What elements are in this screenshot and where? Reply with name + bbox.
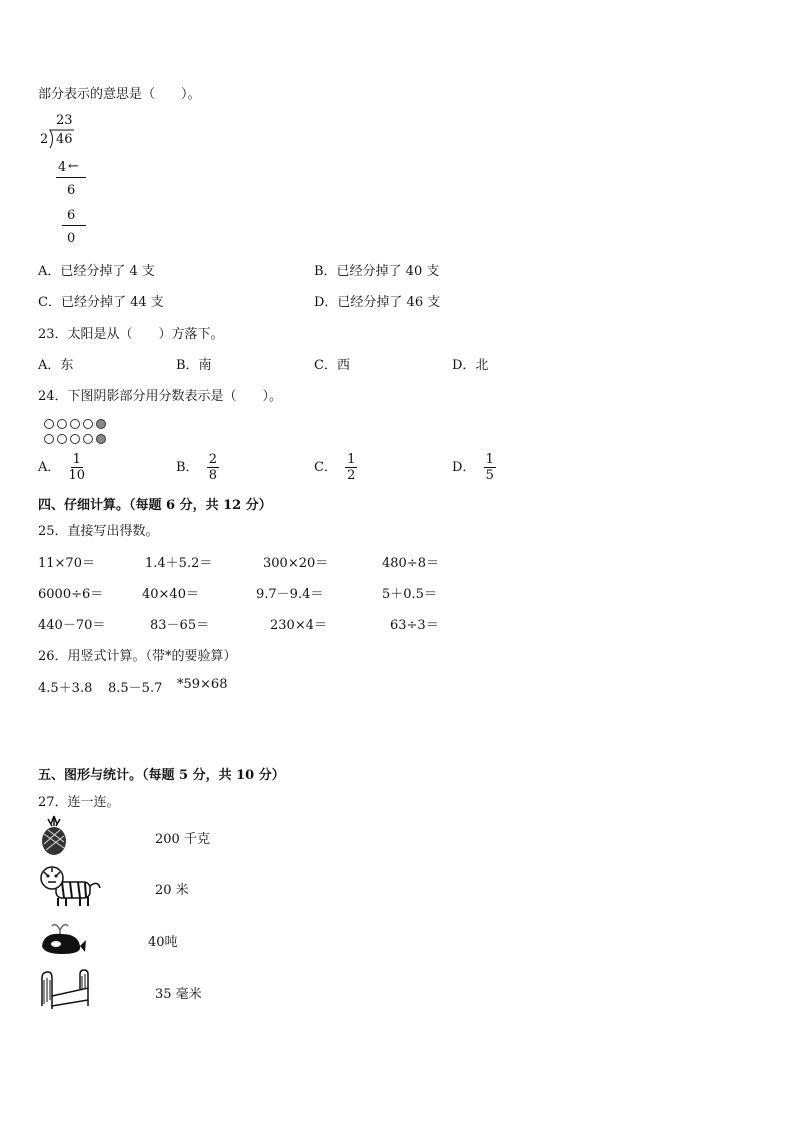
- option-letter: D．: [452, 460, 476, 475]
- calc-item: 11×70＝: [38, 556, 95, 571]
- fraction: [484, 452, 496, 483]
- q25-stem: 25．直接写出得数。: [38, 524, 159, 539]
- circle: [57, 419, 67, 429]
- calc-item: 300×20＝: [263, 556, 329, 571]
- division-line: [56, 177, 86, 178]
- numerator: 2: [208, 452, 217, 467]
- circle-row: [44, 433, 109, 448]
- q23-option-b[interactable]: B．南: [176, 358, 212, 373]
- q27-stem: 27．连一连。: [38, 795, 120, 810]
- numerator: 1: [485, 452, 494, 467]
- pineapple-icon: [38, 814, 70, 856]
- circle: [70, 419, 80, 429]
- circle-row: [44, 418, 109, 433]
- calc-item: 440－70＝: [38, 618, 106, 633]
- q24-option-c[interactable]: [314, 452, 357, 483]
- calc-item: 230×4＝: [270, 618, 327, 633]
- match-label[interactable]: 35 毫米: [155, 987, 202, 1002]
- division-quotient: 23: [56, 113, 73, 128]
- calc-item: 63÷3＝: [390, 618, 439, 633]
- vertical-calc-item: 4.5＋3.8: [38, 681, 93, 696]
- denominator: 2: [347, 468, 356, 483]
- denominator: 5: [485, 468, 494, 483]
- division-divisor: 2: [40, 132, 49, 147]
- q22-stem: 部分表示的意思是（ ）。: [38, 87, 201, 102]
- shaded-circle: [96, 434, 106, 444]
- vertical-calc-item: 8.5－5.7: [108, 681, 163, 696]
- calc-item: 1.4＋5.2＝: [145, 556, 213, 571]
- q24-option-d[interactable]: [452, 452, 496, 483]
- q22-option-a[interactable]: A．已经分掉了 4 支: [38, 264, 155, 279]
- option-letter: B．: [176, 460, 199, 475]
- q24-option-b[interactable]: [176, 452, 219, 483]
- q23-option-d[interactable]: D．北: [452, 358, 489, 373]
- q22-option-c[interactable]: C．已经分掉了 44 支: [38, 295, 164, 310]
- q23-option-c[interactable]: C．西: [314, 358, 350, 373]
- whale-icon: [38, 918, 88, 958]
- division-step2: 6: [67, 183, 76, 198]
- arrow-icon: ←: [68, 159, 79, 174]
- circle: [57, 434, 67, 444]
- q22-option-b[interactable]: B．已经分掉了 40 支: [314, 264, 440, 279]
- numerator: 1: [347, 452, 356, 467]
- calc-item: 40×40＝: [142, 587, 199, 602]
- division-line: [62, 225, 86, 226]
- q23-stem: 23．太阳是从（ ）方落下。: [38, 327, 224, 342]
- fraction: [207, 452, 219, 483]
- q22-option-d[interactable]: D．已经分掉了 46 支: [314, 295, 441, 310]
- denominator: 10: [68, 468, 86, 483]
- q23-option-a[interactable]: A．东: [38, 358, 74, 373]
- match-label[interactable]: 20 米: [155, 883, 189, 898]
- option-letter: C．: [314, 460, 337, 475]
- calc-item: 6000÷6＝: [38, 587, 104, 602]
- division-dividend: 46: [56, 132, 73, 147]
- section-heading: 四、仔细计算。（每题 6 分，共 12 分）: [38, 498, 272, 513]
- calc-item: 83－65＝: [150, 618, 210, 633]
- denominator: 8: [208, 468, 217, 483]
- vertical-calc-item: *59×68: [177, 677, 228, 692]
- match-label[interactable]: 40吨: [148, 935, 178, 950]
- tiger-icon: [38, 862, 102, 908]
- fraction: [69, 452, 86, 483]
- bed-icon: [38, 966, 94, 1010]
- circle: [70, 434, 80, 444]
- q24-stem: 24．下图阴影部分用分数表示是（ ）。: [38, 389, 283, 404]
- circle: [44, 419, 54, 429]
- section-heading: 五、图形与统计。（每题 5 分，共 10 分）: [38, 768, 285, 783]
- calc-item: 5＋0.5＝: [382, 587, 437, 602]
- division-step1: 4: [58, 160, 67, 175]
- shaded-circle: [96, 419, 106, 429]
- division-remainder: 0: [67, 231, 76, 246]
- q26-stem: 26．用竖式计算。（带*的要验算）: [38, 649, 237, 664]
- numerator: 1: [72, 452, 81, 467]
- circle: [83, 419, 93, 429]
- option-letter: A．: [38, 460, 61, 475]
- fraction: [345, 452, 357, 483]
- q24-option-a[interactable]: [38, 452, 85, 483]
- calc-item: 9.7－9.4＝: [256, 587, 324, 602]
- match-label[interactable]: 200 千克: [155, 832, 210, 847]
- division-step3: 6: [67, 208, 76, 223]
- calc-item: 480÷8＝: [382, 556, 439, 571]
- circle: [83, 434, 93, 444]
- circle: [44, 434, 54, 444]
